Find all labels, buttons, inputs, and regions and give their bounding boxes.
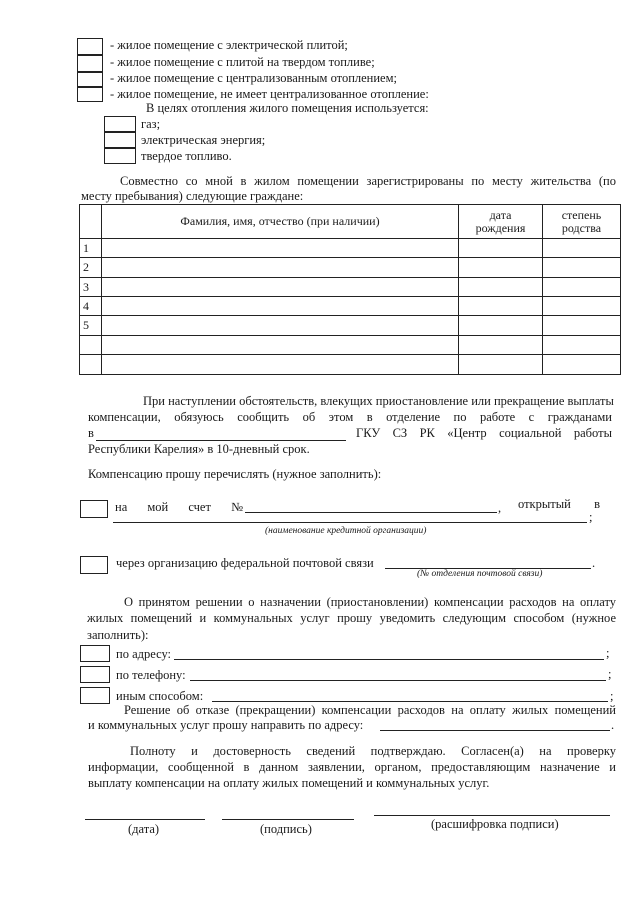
obligation-line4: Республики Карелия» в 10-дневный срок.	[88, 442, 310, 456]
obligation-line3-prefix: в	[88, 426, 94, 440]
signature-caption: (подпись)	[260, 822, 312, 836]
cell-birth-date[interactable]	[459, 355, 543, 375]
table-row	[80, 258, 621, 278]
heating-source-title: В целях отопления жилого помещения используется:	[146, 101, 429, 115]
consent-line2: информации, сообщенной в данном заявлении, органом, предоставляющим назначение и	[88, 760, 616, 774]
checkbox-no-central-heating[interactable]	[77, 87, 103, 102]
column-header-blank	[80, 205, 102, 239]
row-number	[80, 336, 102, 355]
row-number: 3	[80, 278, 102, 297]
table-row	[80, 316, 621, 336]
cell-birth-date[interactable]	[459, 297, 543, 316]
date-field[interactable]	[85, 819, 205, 820]
notify-other-field[interactable]	[212, 701, 608, 702]
row-number: 1	[80, 239, 102, 258]
notify-other-semicolon: ;	[610, 689, 614, 703]
notify-phone-semicolon: ;	[608, 667, 612, 681]
signature-field[interactable]	[222, 819, 354, 820]
notify-phone-label: по телефону:	[116, 668, 186, 682]
option-electric-stove: - жилое помещение с электрической плитой;	[110, 38, 348, 52]
payment-heading: Компенсацию прошу перечислять (нужное заполнить):	[88, 467, 382, 481]
option-no-central-heating: - жилое помещение, не имеет централизованное отопление:	[110, 87, 429, 101]
option-central-heating: - жилое помещение с централизованным отоплением;	[110, 71, 397, 85]
cell-relationship[interactable]	[543, 278, 621, 297]
table-row	[80, 355, 621, 375]
notify-address-label: по адресу:	[116, 647, 172, 661]
checkbox-solid-fuel[interactable]	[104, 148, 136, 164]
cell-birth-date[interactable]	[459, 258, 543, 278]
cell-birth-date[interactable]	[459, 239, 543, 258]
cell-birth-date[interactable]	[459, 336, 543, 355]
table-row	[80, 336, 621, 355]
cell-relationship[interactable]	[543, 316, 621, 336]
post-office-caption: (№ отделения почтовой связи)	[417, 569, 543, 579]
cell-full-name[interactable]	[102, 297, 459, 316]
column-header-birth-date: дата рождения	[459, 205, 543, 239]
consent-line3: выплату компенсации на оплату жилых помещений и коммунальных услуг.	[88, 776, 490, 790]
notification-line3: заполнить):	[87, 628, 149, 642]
registered-intro-line2: месту пребывания) следующие граждане:	[81, 189, 304, 203]
cell-full-name[interactable]	[102, 355, 459, 375]
notify-address-field[interactable]	[174, 659, 604, 660]
signature-decode-field[interactable]	[374, 815, 610, 816]
option-solid-fuel-stove: - жилое помещение с плитой на твердом топливе;	[110, 55, 375, 69]
column-header-name: Фамилия, имя, отчество (при наличии)	[102, 205, 459, 239]
checkbox-bank-account[interactable]	[80, 500, 108, 518]
refusal-address-field[interactable]	[380, 730, 610, 731]
date-caption: (дата)	[128, 822, 160, 836]
table-row	[80, 278, 621, 297]
registered-persons-table	[79, 204, 621, 375]
row-number: 2	[80, 258, 102, 278]
checkbox-notify-other[interactable]	[80, 687, 110, 704]
notify-phone-field[interactable]	[190, 680, 606, 681]
checkbox-central-heating[interactable]	[77, 72, 103, 87]
obligation-line2: компенсации, обязуюсь сообщить об этом в отделение по работе с гражданами	[88, 410, 612, 424]
notification-line2: жилых помещений и коммунальных услуг прошу уведомить следующим способом (нужное	[87, 611, 616, 625]
checkbox-solid-fuel-stove[interactable]	[77, 55, 103, 72]
consent-line1: Полноту и достоверность сведений подтверждаю. Согласен(а) на проверку	[130, 744, 616, 758]
opened-in-label: открытый в	[518, 497, 600, 511]
cell-full-name[interactable]	[102, 278, 459, 297]
row-number: 5	[80, 316, 102, 336]
department-name-field[interactable]	[96, 440, 346, 441]
option-electric-energy: электрическая энергия;	[141, 133, 266, 147]
cell-full-name[interactable]	[102, 239, 459, 258]
notify-other-label: иным способом:	[116, 689, 204, 703]
post-office-period: .	[592, 556, 596, 570]
checkbox-electric-energy[interactable]	[104, 132, 136, 148]
account-label: на мой счет №	[115, 500, 243, 514]
table-row	[80, 239, 621, 258]
option-solid-fuel: твердое топливо.	[141, 149, 232, 163]
registered-intro-line1: Совместно со мной в жилом помещении зарегистрированы по месту жительства (по	[120, 174, 616, 188]
checkbox-notify-address[interactable]	[80, 645, 110, 662]
account-field-comma: ,	[498, 501, 502, 515]
bank-field-semicolon: ;	[589, 510, 593, 524]
checkbox-electric-stove[interactable]	[77, 38, 103, 55]
table-row	[80, 297, 621, 316]
cell-birth-date[interactable]	[459, 316, 543, 336]
cell-full-name[interactable]	[102, 258, 459, 278]
column-header-relationship: степень родства	[543, 205, 621, 239]
cell-relationship[interactable]	[543, 297, 621, 316]
cell-full-name[interactable]	[102, 336, 459, 355]
cell-relationship[interactable]	[543, 355, 621, 375]
bank-name-field[interactable]	[113, 522, 587, 523]
checkbox-post-office[interactable]	[80, 556, 108, 574]
cell-relationship[interactable]	[543, 336, 621, 355]
signature-decode-caption: (расшифровка подписи)	[431, 817, 559, 831]
cell-birth-date[interactable]	[459, 278, 543, 297]
cell-relationship[interactable]	[543, 239, 621, 258]
post-office-label: через организацию федеральной почтовой связи	[116, 556, 374, 570]
checkbox-gas[interactable]	[104, 116, 136, 132]
refusal-line2: и коммунальных услуг прошу направить по адресу:	[88, 718, 364, 732]
option-gas: газ;	[141, 117, 161, 131]
cell-full-name[interactable]	[102, 316, 459, 336]
checkbox-notify-phone[interactable]	[80, 666, 110, 683]
row-number: 4	[80, 297, 102, 316]
refusal-line1: Решение об отказе (прекращении) компенсации расходов на оплату жилых помещений	[124, 703, 616, 717]
bank-name-caption: (наименование кредитной организации)	[265, 526, 427, 536]
refusal-period: .	[611, 718, 615, 732]
account-number-field[interactable]	[245, 512, 497, 513]
obligation-line1: При наступлении обстоятельств, влекущих приостановление или прекращение выплаты	[143, 394, 614, 408]
obligation-line3-suffix: ГКУ СЗ РК «Центр социальной работы	[356, 426, 612, 440]
cell-relationship[interactable]	[543, 258, 621, 278]
notify-address-semicolon: ;	[606, 646, 610, 660]
row-number	[80, 355, 102, 375]
notification-line1: О принятом решении о назначении (приостановлении) компенсации расходов на оплату	[124, 595, 616, 609]
